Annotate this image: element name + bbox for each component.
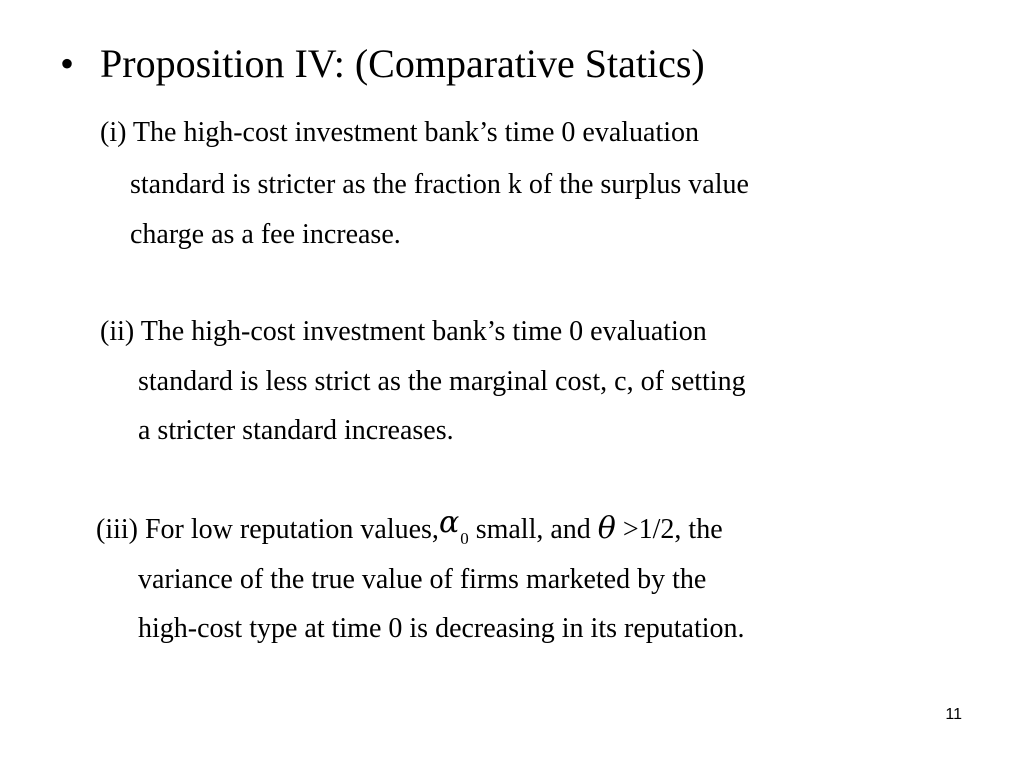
- alpha-subscript: 0: [460, 529, 469, 548]
- item-iii-line-3: high-cost type at time 0 is decreasing in its reputation.: [138, 613, 745, 644]
- page-number: 11: [945, 706, 962, 723]
- theta-symbol: θ: [597, 511, 616, 546]
- item-iii-prefix: (iii) For low reputation values,: [96, 514, 439, 545]
- item-ii-line-2: standard is less strict as the marginal cost, c, of setting: [138, 366, 746, 397]
- item-ii-line-1: (ii) The high-cost investment bank’s time 0 evaluation: [100, 316, 707, 347]
- slide-heading: [60, 38, 705, 90]
- item-i-line-1: (i) The high-cost investment bank’s time 0 evaluation: [100, 117, 700, 148]
- item-i-line-3: charge as a fee increase.: [130, 219, 401, 250]
- item-iii-suffix: >1/2, the: [615, 514, 723, 545]
- alpha-symbol: α: [438, 505, 460, 540]
- bullet-icon: •: [60, 41, 75, 86]
- item-iii-line-1: [96, 505, 723, 550]
- slide-title: Proposition IV: (Comparative Statics): [100, 41, 705, 86]
- item-iii-line-2: variance of the true value of firms marketed by the: [138, 564, 707, 595]
- item-i-line-2: standard is stricter as the fraction k of the surplus value: [130, 169, 749, 200]
- item-ii-line-3: a stricter standard increases.: [138, 415, 454, 446]
- item-iii-middle: small, and: [468, 514, 598, 545]
